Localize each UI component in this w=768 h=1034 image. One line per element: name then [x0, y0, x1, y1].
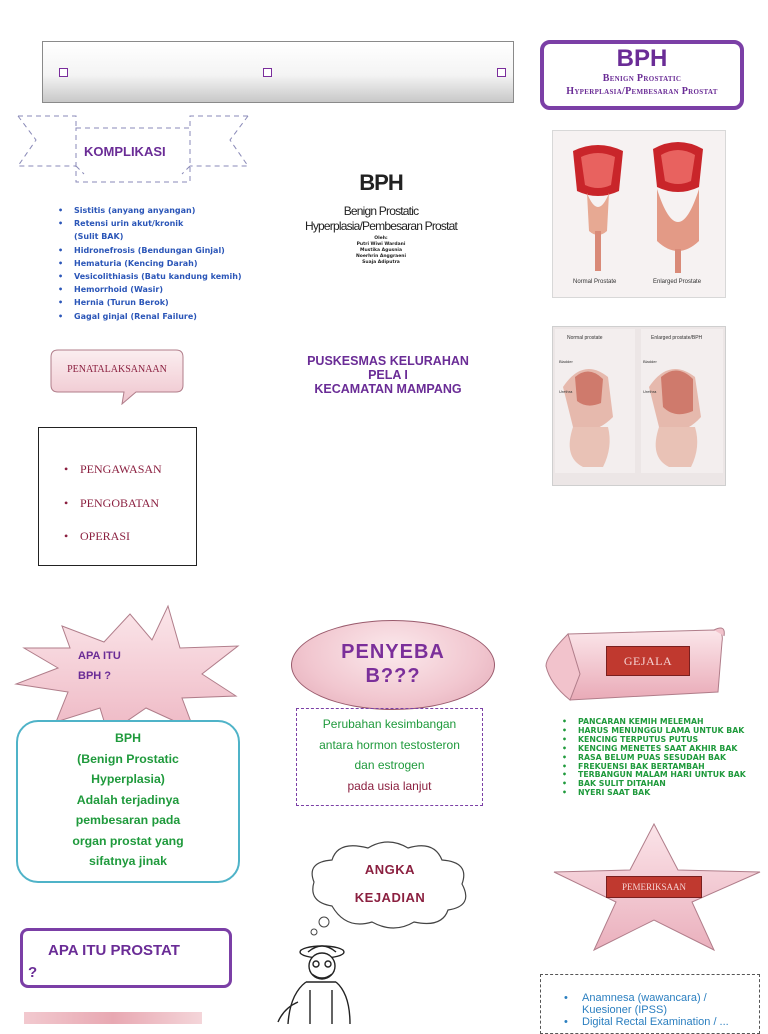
pemeriksaan-label: PEMERIKSAAN	[606, 876, 702, 898]
definition-line: pembesaran pada	[75, 813, 181, 827]
list-item: • Anamnesa (wawancara) / Kuesioner (IPSS)	[564, 992, 707, 1016]
top-banner	[42, 41, 514, 103]
center-subtitle-line2: Hyperplasia/Pembesaran Prostat	[304, 219, 458, 233]
list-item: • Vesicolithiasis (Batu kandung kemih)	[58, 272, 242, 282]
resize-handle-right[interactable]	[497, 68, 506, 77]
apa-itu-prostat-line1: APA ITU PROSTAT	[48, 942, 180, 959]
list-item: • NYERI SAAT BAK	[562, 788, 651, 798]
list-item: • HARUS MENUNGGU LAMA UNTUK BAK	[562, 725, 745, 735]
bladder-label: Bladder	[643, 359, 657, 364]
cause-text	[296, 714, 483, 796]
definition-line: BPH	[115, 731, 141, 745]
prostate-comparison-image	[552, 130, 726, 298]
apa-itu-bph-starburst	[12, 604, 244, 736]
list-item: • PENGAWASAN	[64, 462, 162, 476]
puskesmas-block	[290, 354, 486, 396]
resize-handle-middle[interactable]	[263, 68, 272, 77]
list-item: • PANCARAN KEMIH MELEMAH	[562, 717, 704, 726]
prostate-illustration	[553, 131, 725, 297]
definition-line: sifatnya jinak	[89, 854, 167, 868]
definition-line: organ prostat yang	[72, 833, 184, 848]
bph-definition-text	[16, 728, 240, 872]
anatomy-illustration	[553, 327, 725, 485]
resize-handle-left[interactable]	[59, 68, 68, 77]
bph-title-box	[540, 40, 744, 110]
angka-kejadian-label	[330, 856, 450, 912]
list-item: • Gagal ginjal (Renal Failure)	[58, 311, 197, 321]
angka-line2: KEJADIAN	[354, 890, 426, 905]
author-name: Putri Wiwi Wardani	[356, 242, 406, 247]
list-item: • FREKUENSI BAK BERTAMBAH	[562, 761, 705, 771]
list-item: • TERBANGUN MALAM HARI UNTUK BAK	[562, 770, 746, 780]
prostat-image	[24, 1012, 202, 1024]
penyebab-line1: PENYEBA	[341, 641, 445, 663]
cause-line: dan estrogen	[354, 758, 425, 772]
cause-line: Perubahan kesimbangan	[322, 717, 457, 731]
list-item: • BAK SULIT DITAHAN	[562, 779, 666, 789]
puskesmas-line3: KECAMATAN MAMPANG	[314, 382, 462, 396]
list-item: • KENCING MENETES SAAT AKHIR BAK	[562, 743, 738, 753]
apa-itu-bph-line2: BPH ?	[78, 670, 111, 682]
normal-caption: Normal Prostate	[573, 279, 617, 285]
komplikasi-label: KOMPLIKASI	[84, 144, 166, 159]
list-item: (Sulit BAK)	[74, 232, 124, 242]
pemeriksaan-list	[564, 992, 756, 1028]
author-name: Suaja Adiputra	[362, 260, 400, 265]
angka-line1: ANGKA	[364, 862, 416, 877]
bph-title: BPH	[616, 45, 668, 72]
gejala-label: GEJALA	[606, 646, 690, 676]
bph-subtitle-line2: Hyperplasia/Pembesaran Prostat	[566, 86, 718, 97]
puskesmas-line2: PELA I	[368, 368, 408, 382]
list-item: • Hematuria (Kencing Darah)	[58, 258, 198, 268]
penyebab-line2: B???	[365, 665, 421, 687]
list-item: • Digital Rectal Examination / ...	[564, 1016, 729, 1028]
penatalaksanaan-callout	[50, 349, 184, 405]
enlarged-prostate-label: Enlarged prostate/BPH	[651, 335, 703, 341]
puskesmas-line1: PUSKESMAS KELURAHAN	[307, 354, 469, 368]
list-item: • Hemorrhoid (Wasir)	[58, 285, 163, 295]
author-label: Oleh:	[374, 236, 388, 241]
list-item: • Sistitis (anyang anyangan)	[58, 206, 196, 215]
apa-itu-bph-label	[78, 646, 121, 686]
urethra-label: Urethra	[643, 389, 657, 394]
list-item: • Hernia (Turun Berok)	[58, 298, 169, 308]
komplikasi-list	[58, 204, 242, 323]
urethra-label: Urethra	[559, 389, 573, 394]
bladder-label: Bladder	[559, 359, 573, 364]
apa-itu-bph-line1: APA ITU	[78, 650, 121, 662]
apa-itu-prostat-line2: ?	[28, 964, 38, 981]
list-item: • KENCING TERPUTUS PUTUS	[562, 734, 699, 744]
center-subtitle-line1: Benign Prostatic	[343, 204, 419, 218]
penatalaksanaan-label: PENATALAKSANAAN	[67, 364, 167, 375]
enlarged-caption: Enlarged Prostate	[653, 279, 702, 285]
gejala-list	[562, 718, 752, 798]
list-item: • RASA BELUM PUAS SESUDAH BAK	[562, 752, 726, 762]
list-item: • Retensi urin akut/kronik	[58, 219, 184, 229]
apa-itu-prostat-label	[28, 940, 228, 984]
author-name: Mustika Agusnia	[359, 248, 403, 253]
list-item: • PENGOBATAN	[64, 495, 160, 510]
definition-line: (Benign Prostatic	[77, 751, 179, 766]
bph-subtitle-line1: Benign Prostatic	[602, 73, 682, 84]
penyebab-label	[291, 640, 495, 688]
cause-line: pada usia lanjut	[347, 778, 432, 793]
cause-line: antara hormon testosteron	[319, 737, 460, 752]
list-item: • Hidronefrosis (Bendungan Ginjal)	[58, 245, 225, 255]
definition-line: Adalah terjadinya	[76, 792, 180, 807]
center-title-block	[290, 170, 472, 266]
prostate-anatomy-image	[552, 326, 726, 486]
definition-line: Hyperplasia)	[91, 772, 165, 786]
author-name: Noerhrin Anggraeni	[355, 254, 407, 259]
list-item: • OPERASI	[64, 529, 131, 543]
normal-prostate-label: Normal prostate	[567, 335, 603, 341]
treatment-list	[64, 462, 162, 563]
old-man-illustration	[270, 942, 360, 1024]
center-title: BPH	[359, 170, 403, 195]
